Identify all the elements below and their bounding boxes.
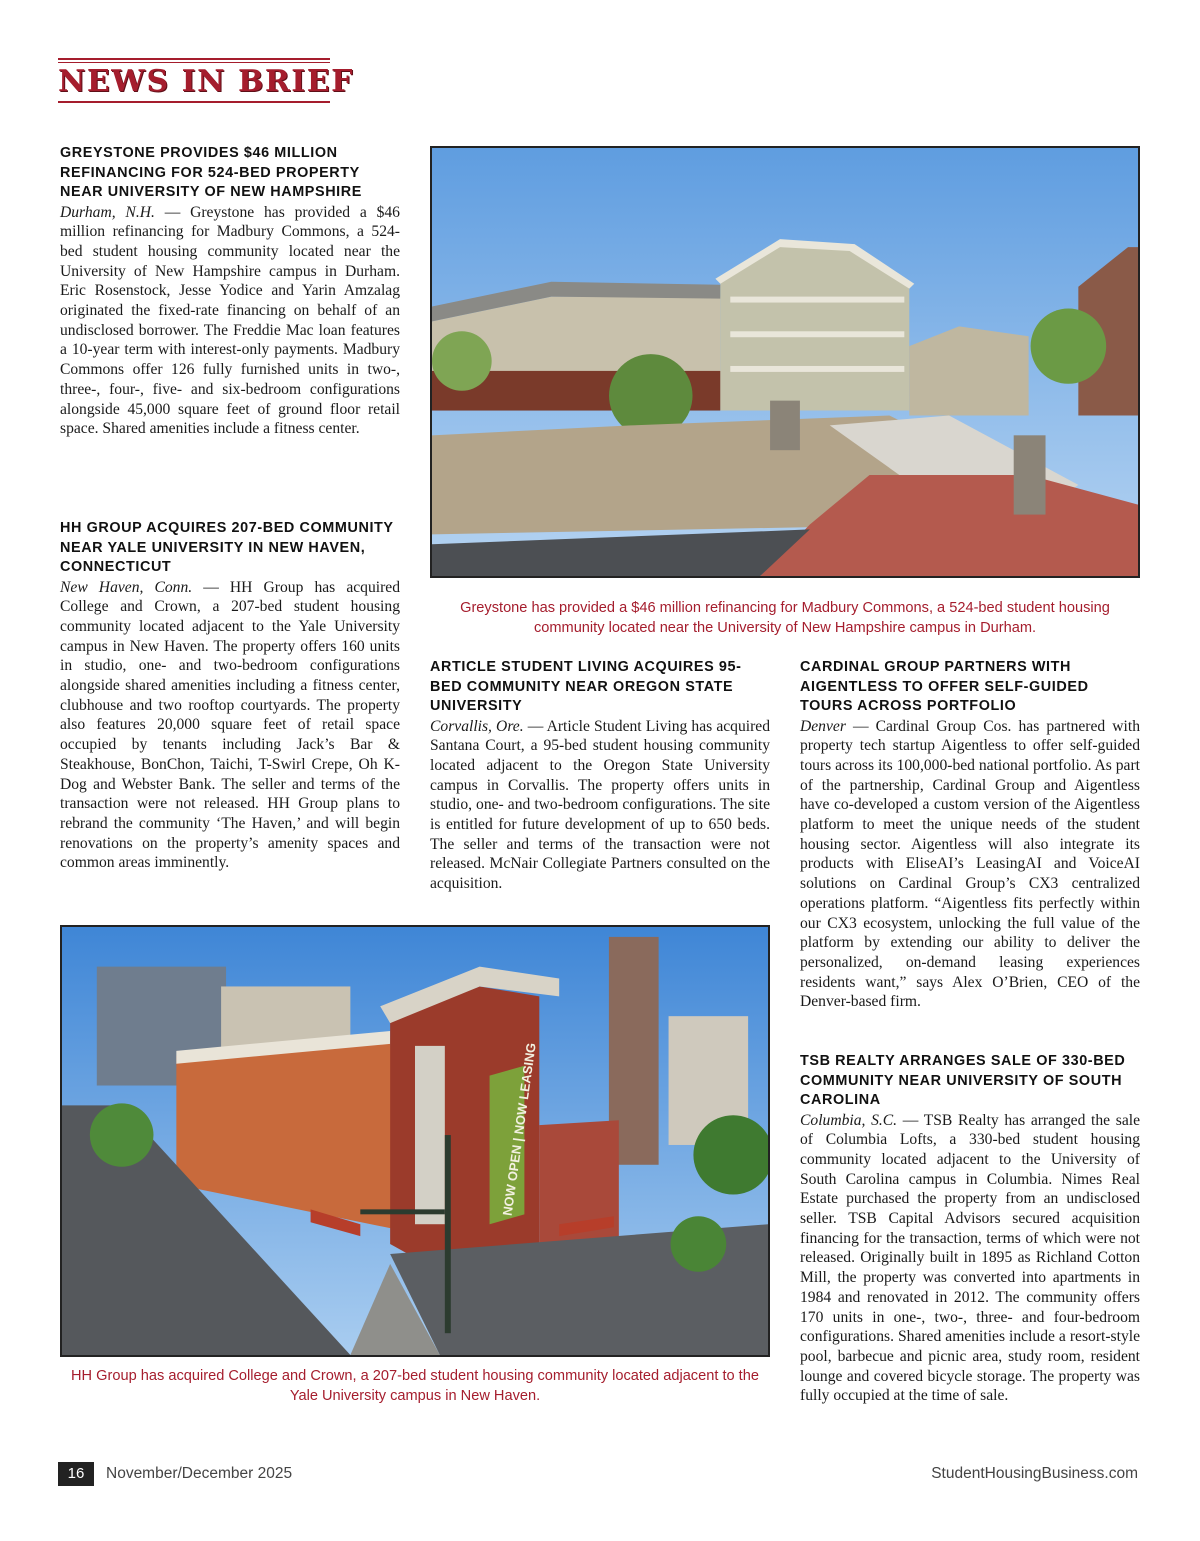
article-headline: HH GROUP ACQUIRES 207-BED COMMUNITY NEAR YALE UNIVERSITY IN NEW HAVEN, CONNECTICUT (60, 520, 394, 575)
header-rule-under (58, 101, 330, 103)
page-number: 16 (58, 1462, 94, 1486)
article-dateline: Denver (800, 717, 846, 735)
header-rule-bottom (58, 62, 330, 63)
madbury-commons-photo (430, 146, 1140, 578)
header-rule-top (58, 58, 330, 60)
article-text: — Article Student Living has acquired Santana Court, a 95-bed student housing community located adjacent to the Oregon State University campus in Corvallis. The property offers units in studio, one- and two-bedroom configurations. The site is entitled for future development of up to 650 beds. The seller and terms of the transaction were not released. McNair Collegiate Partners consulted on the acquisition. (430, 717, 771, 893)
article-headline: ARTICLE STUDENT LIVING ACQUIRES 95-BED COMMUNITY NEAR OREGON STATE UNIVERSITY (430, 659, 742, 714)
article-headline: TSB REALTY ARRANGES SALE OF 330-BED COMMUNITY NEAR UNIVERSITY OF SOUTH CAROLINA (800, 1053, 1126, 1108)
leasing-banner-text: NOW OPEN | NOW LEASING (499, 1041, 539, 1217)
article-body (430, 717, 770, 894)
article-body (800, 717, 1140, 1013)
article-body (60, 203, 400, 439)
madbury-commons-illustration (432, 148, 1138, 576)
article-text: — Cardinal Group Cos. has partnered with property tech startup Aigentless to offer self-guided tours across its 100,000-bed national portfolio. As part of the partnership, Cardinal Group and Aigentless have co-developed a custom version of the Aigentless platform to meet the unique needs of the student housing sector. Aigentless will also integrate its products with EliseAI’s LeasingAI and VoiceAI solutions on Cardinal Group’s CX3 centralized operations platform. “Aigentless fits perfectly within our CX3 ecosystem, unlocking the full value of the platform by extending our ability to deliver the personalized, on-demand leasing experiences residents want,” says Alex O’Brien, CEO of the Denver-based firm. (800, 717, 1140, 1011)
article-dateline: Durham, N.H. (60, 203, 155, 221)
issue-date: November/December 2025 (106, 1465, 293, 1482)
article-tsb-realty (800, 1052, 1140, 1406)
article-dateline: Columbia, S.C. (800, 1111, 898, 1129)
college-and-crown-caption: HH Group has acquired College and Crown, a 207-bed student housing community located adjacent to the Yale University campus in New Haven. (71, 1368, 759, 1404)
college-and-crown-photo (60, 925, 770, 1357)
article-greystone (60, 144, 400, 439)
college-and-crown-illustration (62, 927, 768, 1355)
madbury-commons-caption: Greystone has provided a $46 million refinancing for Madbury Commons, a 524-bed student housing community located near the University of New Hampshire campus in Durham. (460, 600, 1110, 636)
article-article-student-living (430, 658, 770, 894)
article-dateline: Corvallis, Ore. (430, 717, 524, 735)
article-dateline: New Haven, Conn. (60, 578, 193, 596)
article-text: — Greystone has provided a $46 million refinancing for Madbury Commons, a 524-bed student housing community located near the University of New Hampshire campus in Durham. Eric Rosenstock, Jesse Yodice and Yarin Amzalag originated the fixed-rate financing on behalf of an undisclosed borrower. The Freddie Mac loan features a 10-year term with interest-only payments. Madbury Commons offer 126 fully furnished units in two-, three-, four-, five- and six-bedroom configurations alongside 45,000 square feet of ground floor retail space. Shared amenities include a fitness center. (60, 203, 400, 438)
article-cardinal-group (800, 658, 1140, 1012)
article-hh-group (60, 519, 400, 873)
website-url: StudentHousingBusiness.com (931, 1465, 1138, 1482)
article-body (800, 1111, 1140, 1407)
article-text: — HH Group has acquired College and Crown, a 207-bed student housing community located adjacent to the Yale University campus in New Haven. The property offers 160 units in studio, one- and two-bedroom configurations alongside shared amenities including a fitness center, clubhouse and two rooftop courtyards. The property also features 20,000 square feet of retail space occupied by tenants including Jack’s Bar & Steakhouse, BonChon, Taichi, T-Swirl Crepe, Oh K-Dog and Webster Bank. The seller and terms of the transaction were not released. HH Group plans to rebrand the community ‘The Haven,’ and will begin renovations on the property’s amenity spaces and common areas imminently. (60, 578, 400, 872)
article-headline: GREYSTONE PROVIDES $46 MILLION REFINANCING FOR 524-BED PROPERTY NEAR UNIVERSITY OF NEW HAMPSHIRE (60, 145, 362, 200)
article-body (60, 578, 400, 874)
article-headline: CARDINAL GROUP PARTNERS WITH AIGENTLESS TO OFFER SELF-GUIDED TOURS ACROSS PORTFOLIO (800, 659, 1089, 714)
section-title: NEWS IN BRIEF (58, 64, 354, 99)
article-text: — TSB Realty has arranged the sale of Columbia Lofts, a 330-bed student housing community located adjacent to the University of South Carolina campus in Columbia. Nimes Real Estate purchased the property from an undisclosed seller. TSB Capital Advisors secured acquisition financing for the transaction, terms of which were not released. Originally built in 1895 as Richland Cotton Mill, the property was converted into apartments in 1984 and renovated in 2012. The community offers 170 units in one-, two-, three- and four-bedroom configurations. Shared amenities include a resort-style pool, barbecue and picnic area, study room, resident lounge and covered bicycle storage. The property was fully occupied at the time of sale. (800, 1111, 1140, 1405)
